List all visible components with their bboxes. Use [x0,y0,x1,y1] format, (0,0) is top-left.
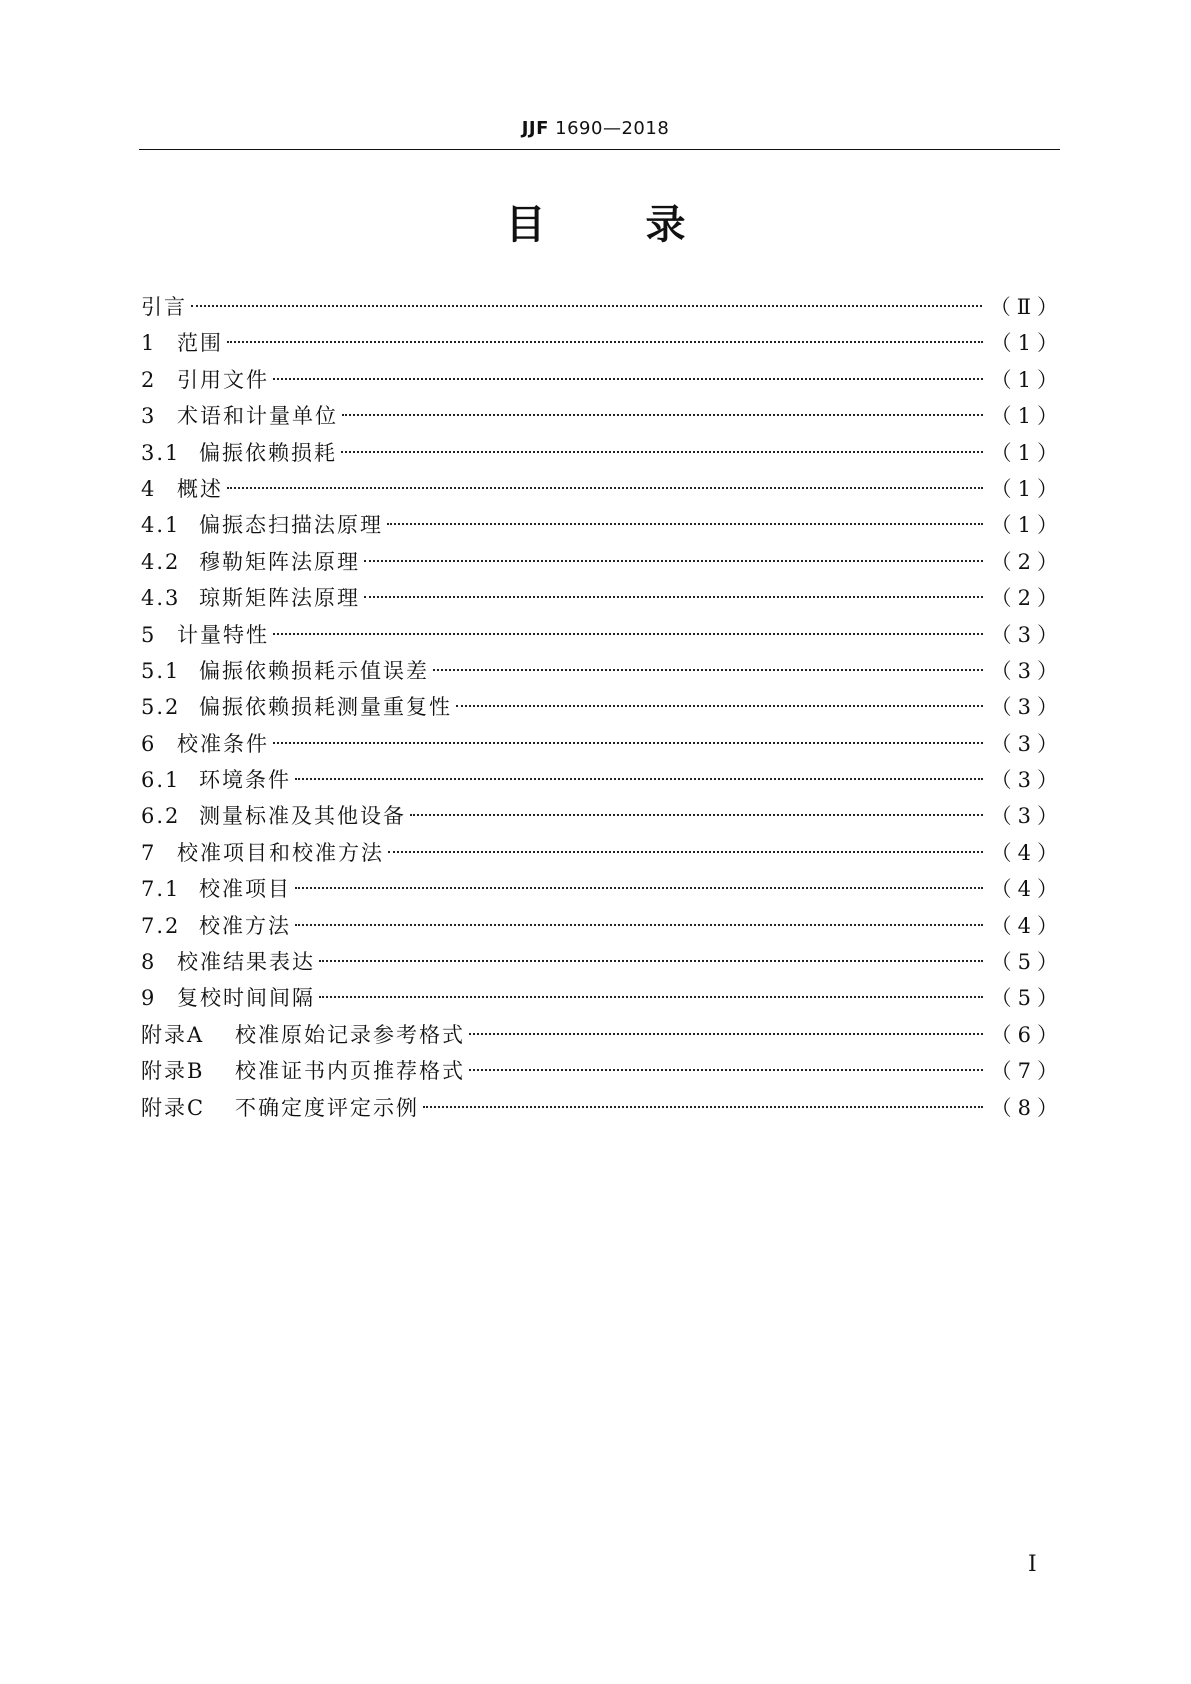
standard-number: 1690—2018 [555,118,670,139]
dot-leader [433,669,983,671]
dot-leader [273,742,983,744]
title-char-2: 录 [645,202,686,248]
toc-entry-title: 琼斯矩阵法原理 [199,586,360,611]
toc-entry-page: （3） [990,768,1064,793]
toc-entry-page: （1） [990,367,1064,392]
toc-entry-page: （3） [990,622,1064,647]
toc-entry-number: 1 [141,331,157,356]
toc-entry-page: （6） [990,1022,1064,1047]
toc-entry-number: 附录A [141,1022,205,1047]
toc-entry-number: 7.1 [141,877,181,902]
toc-entry-title: 校准证书内页推荐格式 [235,1059,465,1084]
toc-entry-number: 5 [141,622,157,647]
toc-entry[interactable] [141,908,1064,944]
dot-leader [364,596,983,598]
header-rule [139,149,1060,150]
toc-entry-number: 4.1 [141,513,181,538]
toc-entry[interactable] [141,798,1064,834]
dot-leader [227,341,983,343]
toc-entry[interactable] [141,325,1064,361]
toc-entry-number: 5.1 [141,658,181,683]
toc-entry-page: （5） [990,986,1064,1011]
dot-leader [319,960,983,962]
toc-entry-page: （2） [990,549,1064,574]
toc-entry[interactable] [141,580,1064,616]
toc-entry-number: 7 [141,840,157,865]
toc-entry-title: 校准原始记录参考格式 [235,1022,465,1047]
dot-leader [295,778,983,780]
toc-entry-title: 复校时间间隔 [177,986,315,1011]
toc-entry-page: （1） [990,440,1064,465]
toc-entry-title: 环境条件 [199,768,291,793]
toc-entry-page: （3） [990,731,1064,756]
toc-entry-title: 校准方法 [199,913,291,938]
title-char-1: 目 [505,202,546,248]
toc-entry-page: （8） [990,1095,1064,1120]
toc-entry-page: （1） [990,331,1064,356]
dot-leader [469,1033,983,1035]
toc-entry-title: 不确定度评定示例 [235,1095,419,1120]
toc-entry-title: 校准条件 [177,731,269,756]
toc-entry-title: 穆勒矩阵法原理 [199,549,360,574]
toc-entry-number: 6 [141,731,157,756]
toc-entry[interactable] [141,1017,1064,1053]
toc-entry[interactable] [141,507,1064,543]
toc-entry-number: 5.2 [141,695,181,720]
toc-entry[interactable] [141,1053,1064,1089]
toc-entry-title: 引言 [141,295,187,319]
toc-entry-number: 8 [141,950,157,975]
dot-leader [342,414,983,416]
toc-entry[interactable] [141,435,1064,471]
toc-entry-number: 7.2 [141,913,181,938]
toc-entry-title: 引用文件 [177,367,269,392]
toc-entry[interactable] [141,1090,1064,1126]
toc-entry-title: 校准项目 [199,877,291,902]
toc-entry-number: 2 [141,367,157,392]
toc-entry-title: 测量标准及其他设备 [199,804,406,829]
toc-entry[interactable] [141,617,1064,653]
toc-entry-number: 4.3 [141,586,181,611]
toc-entry-title: 计量特性 [177,622,269,647]
toc-entry-page: （2） [990,586,1064,611]
toc-entry-page: （1） [990,476,1064,501]
toc-entry[interactable] [141,398,1064,434]
dot-leader [469,1069,983,1071]
toc-entry[interactable] [141,871,1064,907]
toc-entry-page: （4） [990,840,1064,865]
page-title [0,200,1191,250]
toc-entry[interactable] [141,726,1064,762]
dot-leader [319,996,983,998]
dot-leader [273,633,983,635]
dot-leader [456,705,983,707]
toc-entry-page: （4） [990,913,1064,938]
toc-entry-title: 偏振依赖损耗示值误差 [199,658,429,683]
toc-entry-title: 概述 [177,476,223,501]
toc-entry-number: 6.2 [141,804,181,829]
toc-entry-title: 偏振依赖损耗 [199,440,337,465]
toc-entry-number: 4.2 [141,549,181,574]
dot-leader [295,887,983,889]
toc-entry-number: 6.1 [141,768,181,793]
dot-leader [227,487,983,489]
dot-leader [410,814,983,816]
dot-leader [388,851,983,853]
toc-entry[interactable] [141,471,1064,507]
toc-entry[interactable] [141,980,1064,1016]
standard-code: JJF [521,118,549,139]
toc-entry-page: （5） [990,950,1064,975]
toc-entry-title: 校准项目和校准方法 [177,840,384,865]
toc-entry[interactable] [141,944,1064,980]
toc-entry[interactable] [141,289,1064,325]
toc-entry[interactable] [141,689,1064,725]
toc-entry-page: （3） [990,658,1064,683]
table-of-contents [141,289,1064,1126]
toc-entry-page: （Ⅱ） [989,295,1064,319]
toc-entry[interactable] [141,762,1064,798]
dot-leader [423,1106,983,1108]
dot-leader [273,378,983,380]
toc-entry-title: 偏振依赖损耗测量重复性 [199,695,452,720]
toc-entry-title: 校准结果表达 [177,950,315,975]
toc-entry-title: 范围 [177,331,223,356]
toc-entry-number: 附录B [141,1059,205,1084]
dot-leader [387,523,983,525]
toc-entry-number: 9 [141,986,157,1011]
dot-leader [295,924,983,926]
toc-entry-number: 4 [141,476,157,501]
toc-entry-page: （1） [990,513,1064,538]
toc-entry-page: （3） [990,804,1064,829]
toc-entry[interactable] [141,835,1064,871]
toc-entry-number: 3 [141,404,157,429]
toc-entry-page: （7） [990,1059,1064,1084]
toc-entry[interactable] [141,362,1064,398]
dot-leader [364,560,983,562]
toc-entry-number: 3.1 [141,440,181,465]
running-header [0,118,1191,139]
toc-entry-page: （1） [990,404,1064,429]
toc-entry-number: 附录C [141,1095,206,1120]
page-number: I [1028,1552,1037,1577]
dot-leader [191,305,982,307]
toc-entry-page: （4） [990,877,1064,902]
toc-entry[interactable] [141,544,1064,580]
toc-entry-title: 偏振态扫描法原理 [199,513,383,538]
toc-entry-page: （3） [990,695,1064,720]
toc-entry-title: 术语和计量单位 [177,404,338,429]
toc-entry[interactable] [141,653,1064,689]
dot-leader [341,451,983,453]
